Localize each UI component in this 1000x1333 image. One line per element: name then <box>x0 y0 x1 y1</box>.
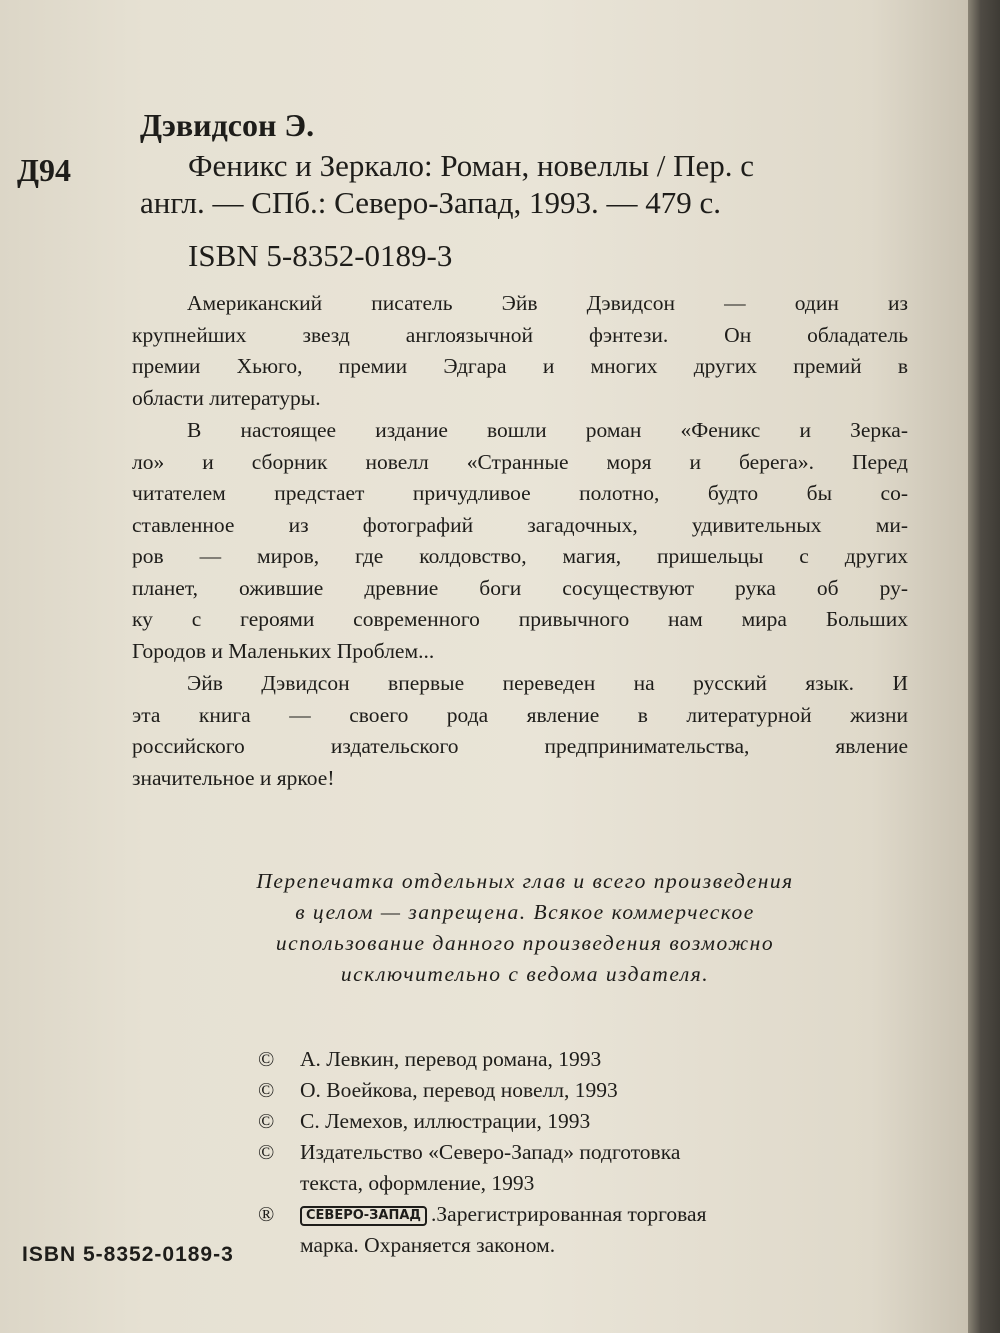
copyright-icon: © <box>258 1140 275 1164</box>
author-heading: Дэвидсон Э. <box>140 107 315 143</box>
text-line: Эйв Дэвидсон впервые переведен на русский язык. И <box>187 671 908 695</box>
copyright-line <box>258 1137 706 1168</box>
text-line: значительное и яркое! <box>132 765 335 790</box>
notice-line: Перепечатка отдельных глав и всего произведения <box>256 869 794 893</box>
publisher-logo: СЕВЕРО-ЗАПАД <box>300 1206 427 1226</box>
isbn-footer: ISBN 5-8352-0189-3 <box>22 1243 234 1266</box>
trademark-line <box>258 1199 706 1230</box>
text-line: области литературы. <box>132 385 321 410</box>
book-edge-shadow <box>968 0 1000 1333</box>
copyright-text: С. Лемехов, иллюстрации, 1993 <box>300 1109 591 1133</box>
copyright-line <box>258 1106 706 1137</box>
copyright-text: Издательство «Северо-Запад» подготовка <box>300 1140 681 1164</box>
text-line: российского издательского предпринимательства, явление <box>132 734 908 758</box>
copyright-line-continued <box>258 1168 706 1199</box>
notice-line: использование данного произведения возможно <box>275 931 775 955</box>
copyright-icon: © <box>258 1047 275 1071</box>
text-line: эта книга — своего рода явление в литературной жизни <box>132 702 908 727</box>
text-line: Городов и Маленьких Проблем... <box>132 638 435 663</box>
notice-line: исключительно с ведома издателя. <box>340 962 710 986</box>
isbn-heading: ISBN 5-8352-0189-3 <box>188 238 453 273</box>
bibliographic-line-2: англ. — СПб.: Северо-Запад, 1993. — 479 с. <box>140 185 722 220</box>
registered-icon: ® <box>258 1202 275 1226</box>
text-line: Американский писатель Эйв Дэвидсон — один из <box>187 291 908 315</box>
annotation-paragraph-1 <box>132 288 908 414</box>
classification-code: Д94 <box>17 152 72 188</box>
text-line: планет, ожившие древние боги сосуществуют рука об ру- <box>132 575 908 600</box>
copyright-text: О. Воейкова, перевод новелл, 1993 <box>300 1078 618 1102</box>
text-line: В настоящее издание вошли роман «Феникс и Зерка- <box>187 418 908 442</box>
annotation-paragraph-2 <box>132 415 908 667</box>
text-line: ставленное из фотографий загадочных, удивительных ми- <box>132 512 908 537</box>
bibliographic-line-1: Феникс и Зеркало: Роман, новеллы / Пер. с <box>188 148 755 183</box>
text-line: читателем предстает причудливое полотно, будто бы со- <box>132 481 908 505</box>
copyright-icon: © <box>258 1078 275 1102</box>
copyright-line <box>258 1075 706 1106</box>
trademark-text: марка. Охраняется законом. <box>300 1233 556 1257</box>
trademark-text-wrap <box>300 1199 706 1230</box>
text-line: ку с героями современного привычного нам мира Больших <box>132 607 908 631</box>
text-line: ло» и сборник новелл «Странные моря и берега». Перед <box>132 449 908 474</box>
copyright-icon: © <box>258 1109 275 1133</box>
copyright-text: текста, оформление, 1993 <box>300 1171 535 1195</box>
text-line: премии Хьюго, премии Эдгара и многих других премий в <box>132 354 908 378</box>
copyright-text: А. Левкин, перевод романа, 1993 <box>300 1047 602 1071</box>
copyright-block <box>258 1044 706 1261</box>
trademark-line-continued <box>258 1230 706 1261</box>
reprint-notice <box>130 866 920 990</box>
trademark-text: .Зарегистрированная торговая <box>431 1202 707 1226</box>
text-line: крупнейших звезд англоязычной фэнтези. Он обладатель <box>132 322 908 347</box>
annotation-paragraph-3 <box>132 668 908 794</box>
notice-line: в целом — запрещена. Всякое коммерческое <box>295 900 755 924</box>
copyright-line <box>258 1044 706 1075</box>
text-line: ров — миров, где колдовство, магия, пришельцы с других <box>132 544 908 568</box>
